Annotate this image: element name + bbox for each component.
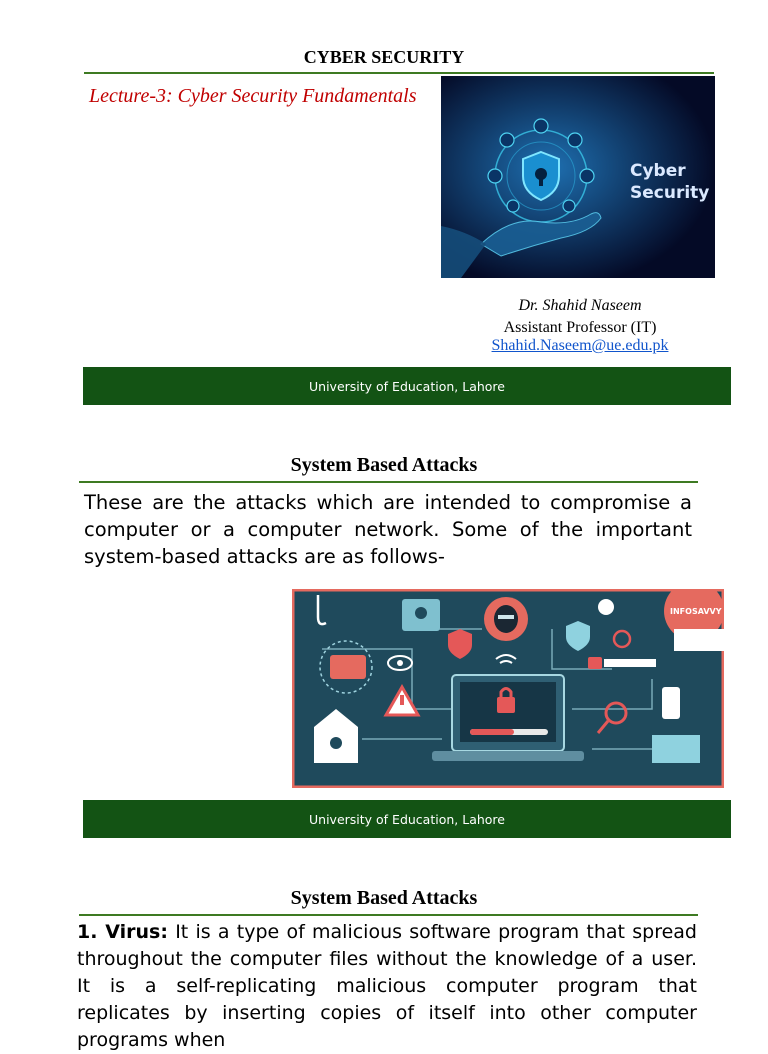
author-role: Assistant Professor (IT) bbox=[503, 319, 657, 336]
hero-text-security: Security bbox=[630, 183, 710, 203]
course-title: CYBER SECURITY bbox=[303, 47, 465, 67]
author-email-link[interactable]: Shahid.Naseem@ue.edu.pk bbox=[491, 337, 669, 354]
system-attacks-illustration bbox=[292, 589, 724, 788]
section-title: System Based Attacks bbox=[290, 454, 478, 476]
phone-icon bbox=[662, 687, 680, 719]
virus-paragraph bbox=[77, 919, 697, 1054]
padlock-icon bbox=[588, 657, 602, 669]
infosavvy-badge: INFOSAVVY bbox=[670, 607, 722, 616]
section-divider bbox=[79, 481, 698, 483]
virus-description: It is a type of malicious software program that spread throughout the computer files without the knowledge of a user. It is a self-replicating malicious computer program that replicates by inserting copies of itself into other computer programs when bbox=[77, 921, 697, 1051]
laptop-icon bbox=[432, 675, 584, 761]
university-footer-text-2: University of Education, Lahore bbox=[309, 811, 505, 827]
cyber-security-hero-image bbox=[441, 76, 715, 278]
lecture-title: Lecture-3: Cyber Security Fundamentals bbox=[89, 85, 417, 107]
intro-paragraph: These are the attacks which are intended to compromise a computer or a computer network. Some of the important system-based attacks are as follows- bbox=[84, 491, 692, 568]
section-title-2: System Based Attacks bbox=[290, 887, 478, 909]
id-card-icon bbox=[652, 735, 700, 763]
university-footer-banner-2 bbox=[83, 800, 731, 838]
bug-icon bbox=[598, 599, 614, 615]
hero-text-cyber: Cyber bbox=[630, 161, 686, 181]
section-divider-2 bbox=[79, 914, 698, 916]
virus-label: 1. Virus: bbox=[77, 921, 168, 943]
title-divider bbox=[84, 72, 714, 74]
university-footer-text: University of Education, Lahore bbox=[309, 378, 505, 394]
author-name: Dr. Shahid Naseem bbox=[518, 297, 642, 314]
university-footer-banner bbox=[83, 367, 731, 405]
credit-card-icon bbox=[330, 655, 366, 679]
